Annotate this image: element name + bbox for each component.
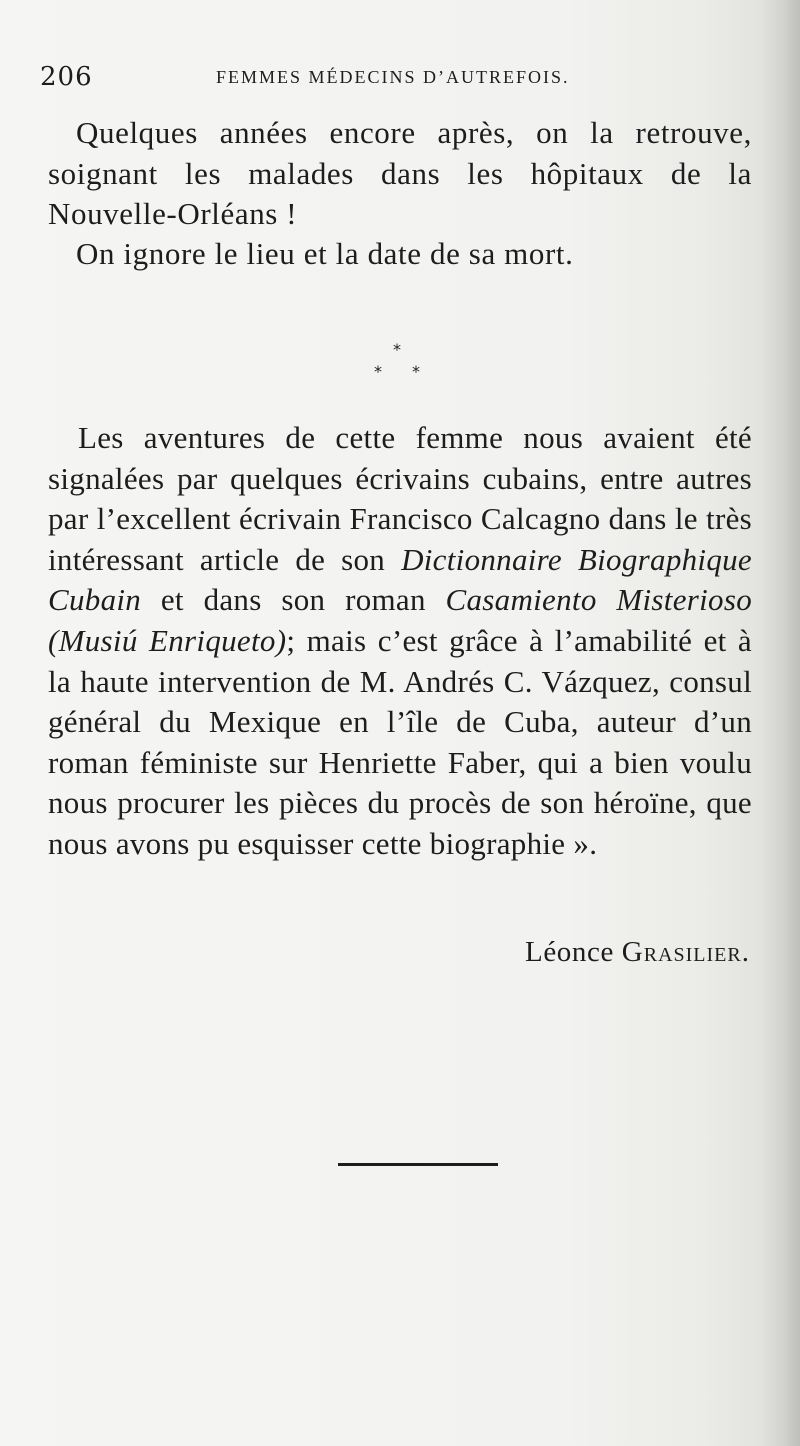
aventures-text-2: et dans son roman [141,582,446,618]
asterism-separator [360,340,440,390]
signature [525,936,750,969]
asterisk-left: * [374,362,382,381]
aventures-text-1: Les aventures de cette femme nous avaient été signalées par quelques écrivains cubains, entre autres par l’excellent écrivain Francisco Calcagno dans le très intéressant article de son [48,420,752,577]
page-header [40,62,760,94]
page-gutter-shadow [760,0,800,1446]
signature-first-name: Léonce [525,936,614,968]
asterisk-top: * [393,340,401,359]
paragraph-aventures [48,418,752,865]
running-title: FEMMES MÉDECINS D’AUTREFOIS. [216,67,570,87]
roman-title: Casamiento Misterioso (Musiú Enriqueto) [48,582,752,658]
aventures-text-3: ; mais c’est grâce à l’amabilité et à la haute intervention de M. Andrés C. Vázquez, consul général du Mexique en l’île de Cuba, auteur d’un roman féministe sur Henriette Faber, qui a bien voulu nous procurer les pièces du procès de son héroïne, que nous avons pu esquisser cette biographie ». [48,622,752,861]
paragraph-mort: On ignore le lieu et la date de sa mort. [76,236,574,271]
dictionnaire-title: Dictionnaire Biographique Cubain [48,541,752,618]
signature-surname: Grasilier. [621,936,750,968]
paragraph-retrouve: Quelques années encore après, on la retrouve, soignant les malades dans les hôpitaux de la Nouvelle-Orléans ! [48,115,752,232]
asterisk-right: * [412,362,420,381]
end-rule [338,1163,498,1166]
page-number: 206 [40,62,93,92]
